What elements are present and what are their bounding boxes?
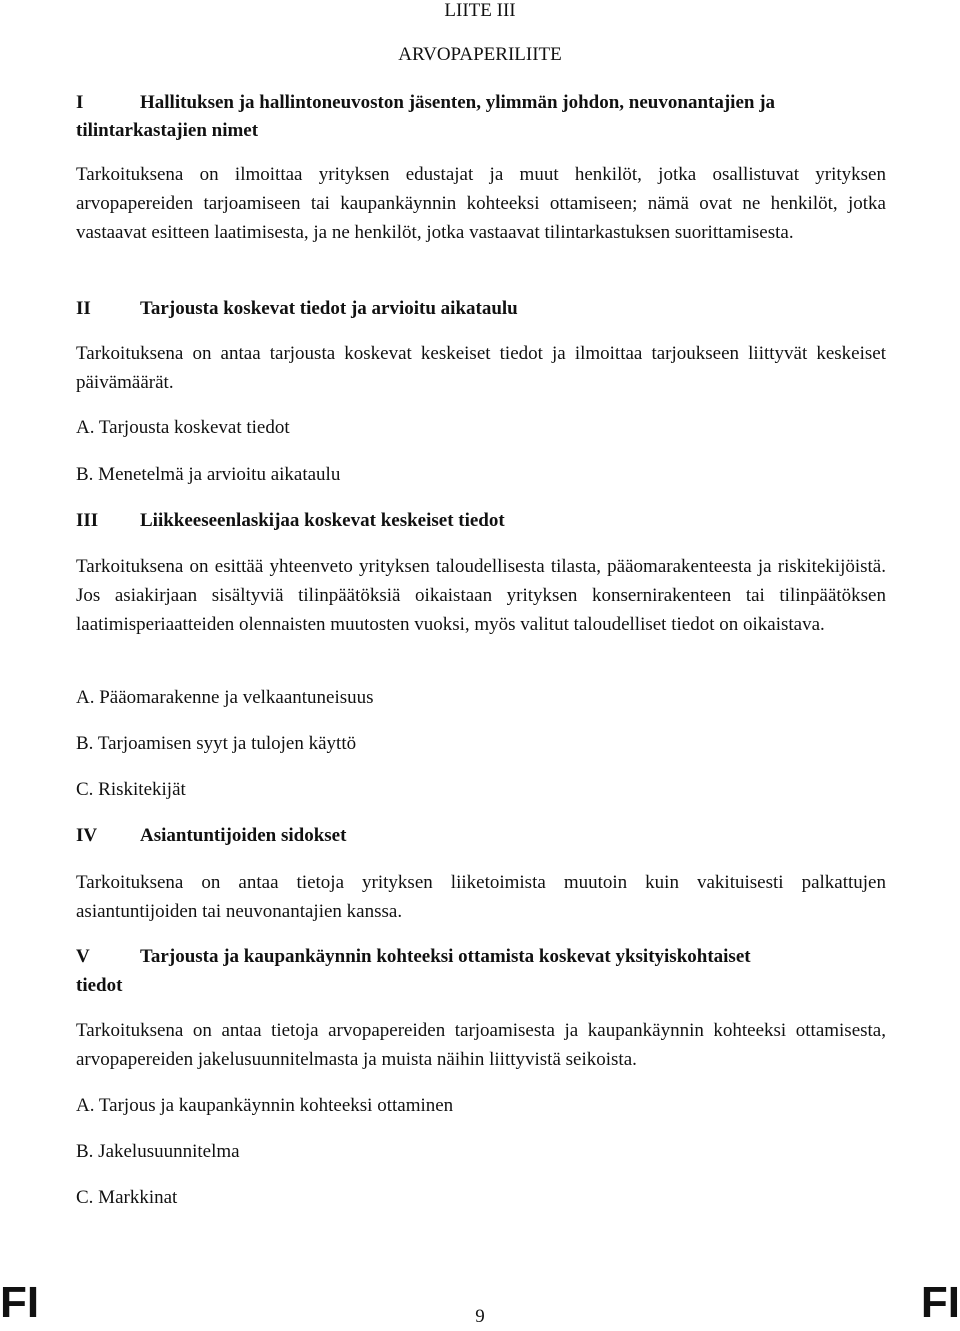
list-item: B. Tarjoamisen syyt ja tulojen käyttö [76,733,357,754]
section-number-iii: III [76,510,99,531]
page-number: 9 [475,1306,485,1327]
list-item: C. Riskitekijät [76,779,186,800]
section-number-i: I [76,92,84,113]
section-heading-i-cont: tilintarkastajien nimet [76,120,259,141]
footer-language-left: FI [0,1278,40,1327]
list-item: A. Tarjousta koskevat tiedot [76,417,290,438]
section-body-iv: Tarkoituksena on antaa tietoja yrityksen liiketoimista muutoin kuin vakituisesti palkattujen asiantuntijoiden tai neuvonantajien kanssa. [76,872,886,922]
section-body-ii: Tarkoituksena on antaa tarjousta koskevat keskeiset tiedot ja ilmoittaa tarjoukseen liittyvät keskeiset päivämäärät. [76,343,886,393]
footer-language-right: FI [920,1278,960,1327]
section-number-ii: II [76,298,91,319]
list-item: A. Tarjous ja kaupankäynnin kohteeksi ottaminen [76,1095,454,1116]
section-number-iv: IV [76,825,98,846]
section-body-v: Tarkoituksena on antaa tietoja arvopapereiden tarjoamisesta ja kaupankäynnin kohteeksi ottamisesta, arvopapereiden jakelusuunnitelmasta ja muista näihin liittyvistä seikoista. [76,1020,886,1070]
section-number-v: V [76,946,90,967]
annex-label: LIITE III [444,0,516,21]
list-item: B. Jakelusuunnitelma [76,1141,240,1162]
list-item: C. Markkinat [76,1187,178,1208]
section-heading-i: Hallituksen ja hallintoneuvoston jäsenten, ylimmän johdon, neuvonantajien ja [140,92,776,113]
section-heading-iii: Liikkeeseenlaskijaa koskevat keskeiset tiedot [140,510,505,531]
section-heading-v: Tarjousta ja kaupankäynnin kohteeksi ottamista koskevat yksityiskohtaiset [140,946,751,967]
list-item: B. Menetelmä ja arvioitu aikataulu [76,464,341,485]
list-item: A. Pääomarakenne ja velkaantuneisuus [76,687,374,708]
section-heading-ii: Tarjousta koskevat tiedot ja arvioitu aikataulu [140,298,518,319]
section-heading-iv: Asiantuntijoiden sidokset [140,825,347,846]
section-body-iii: Tarkoituksena on esittää yhteenveto yrityksen taloudellisesta tilasta, pääomarakenteesta ja riskitekijöistä. Jos asiakirjaan sisältyviä tilinpäätöksiä oikaistaan yrityksen konsernirakenteen tai tilinpäätöksen laatimisperiaatteiden olennaisten muutosten vuoksi, myös valitut taloudelliset tiedot on oikaistava. [76,556,886,635]
document-title: ARVOPAPERILIITE [398,44,562,65]
section-heading-v-cont: tiedot [76,975,123,996]
section-body-i: Tarkoituksena on ilmoittaa yrityksen edustajat ja muut henkilöt, jotka osallistuvat yrityksen arvopapereiden tarjoamiseen tai kaupankäynnin kohteeksi ottamiseen; nämä ovat ne henkilöt, jotka vastaavat esitteen laatimisesta, ja ne henkilöt, jotka vastaavat tilintarkastuksen suorittamisesta. [76,164,886,243]
